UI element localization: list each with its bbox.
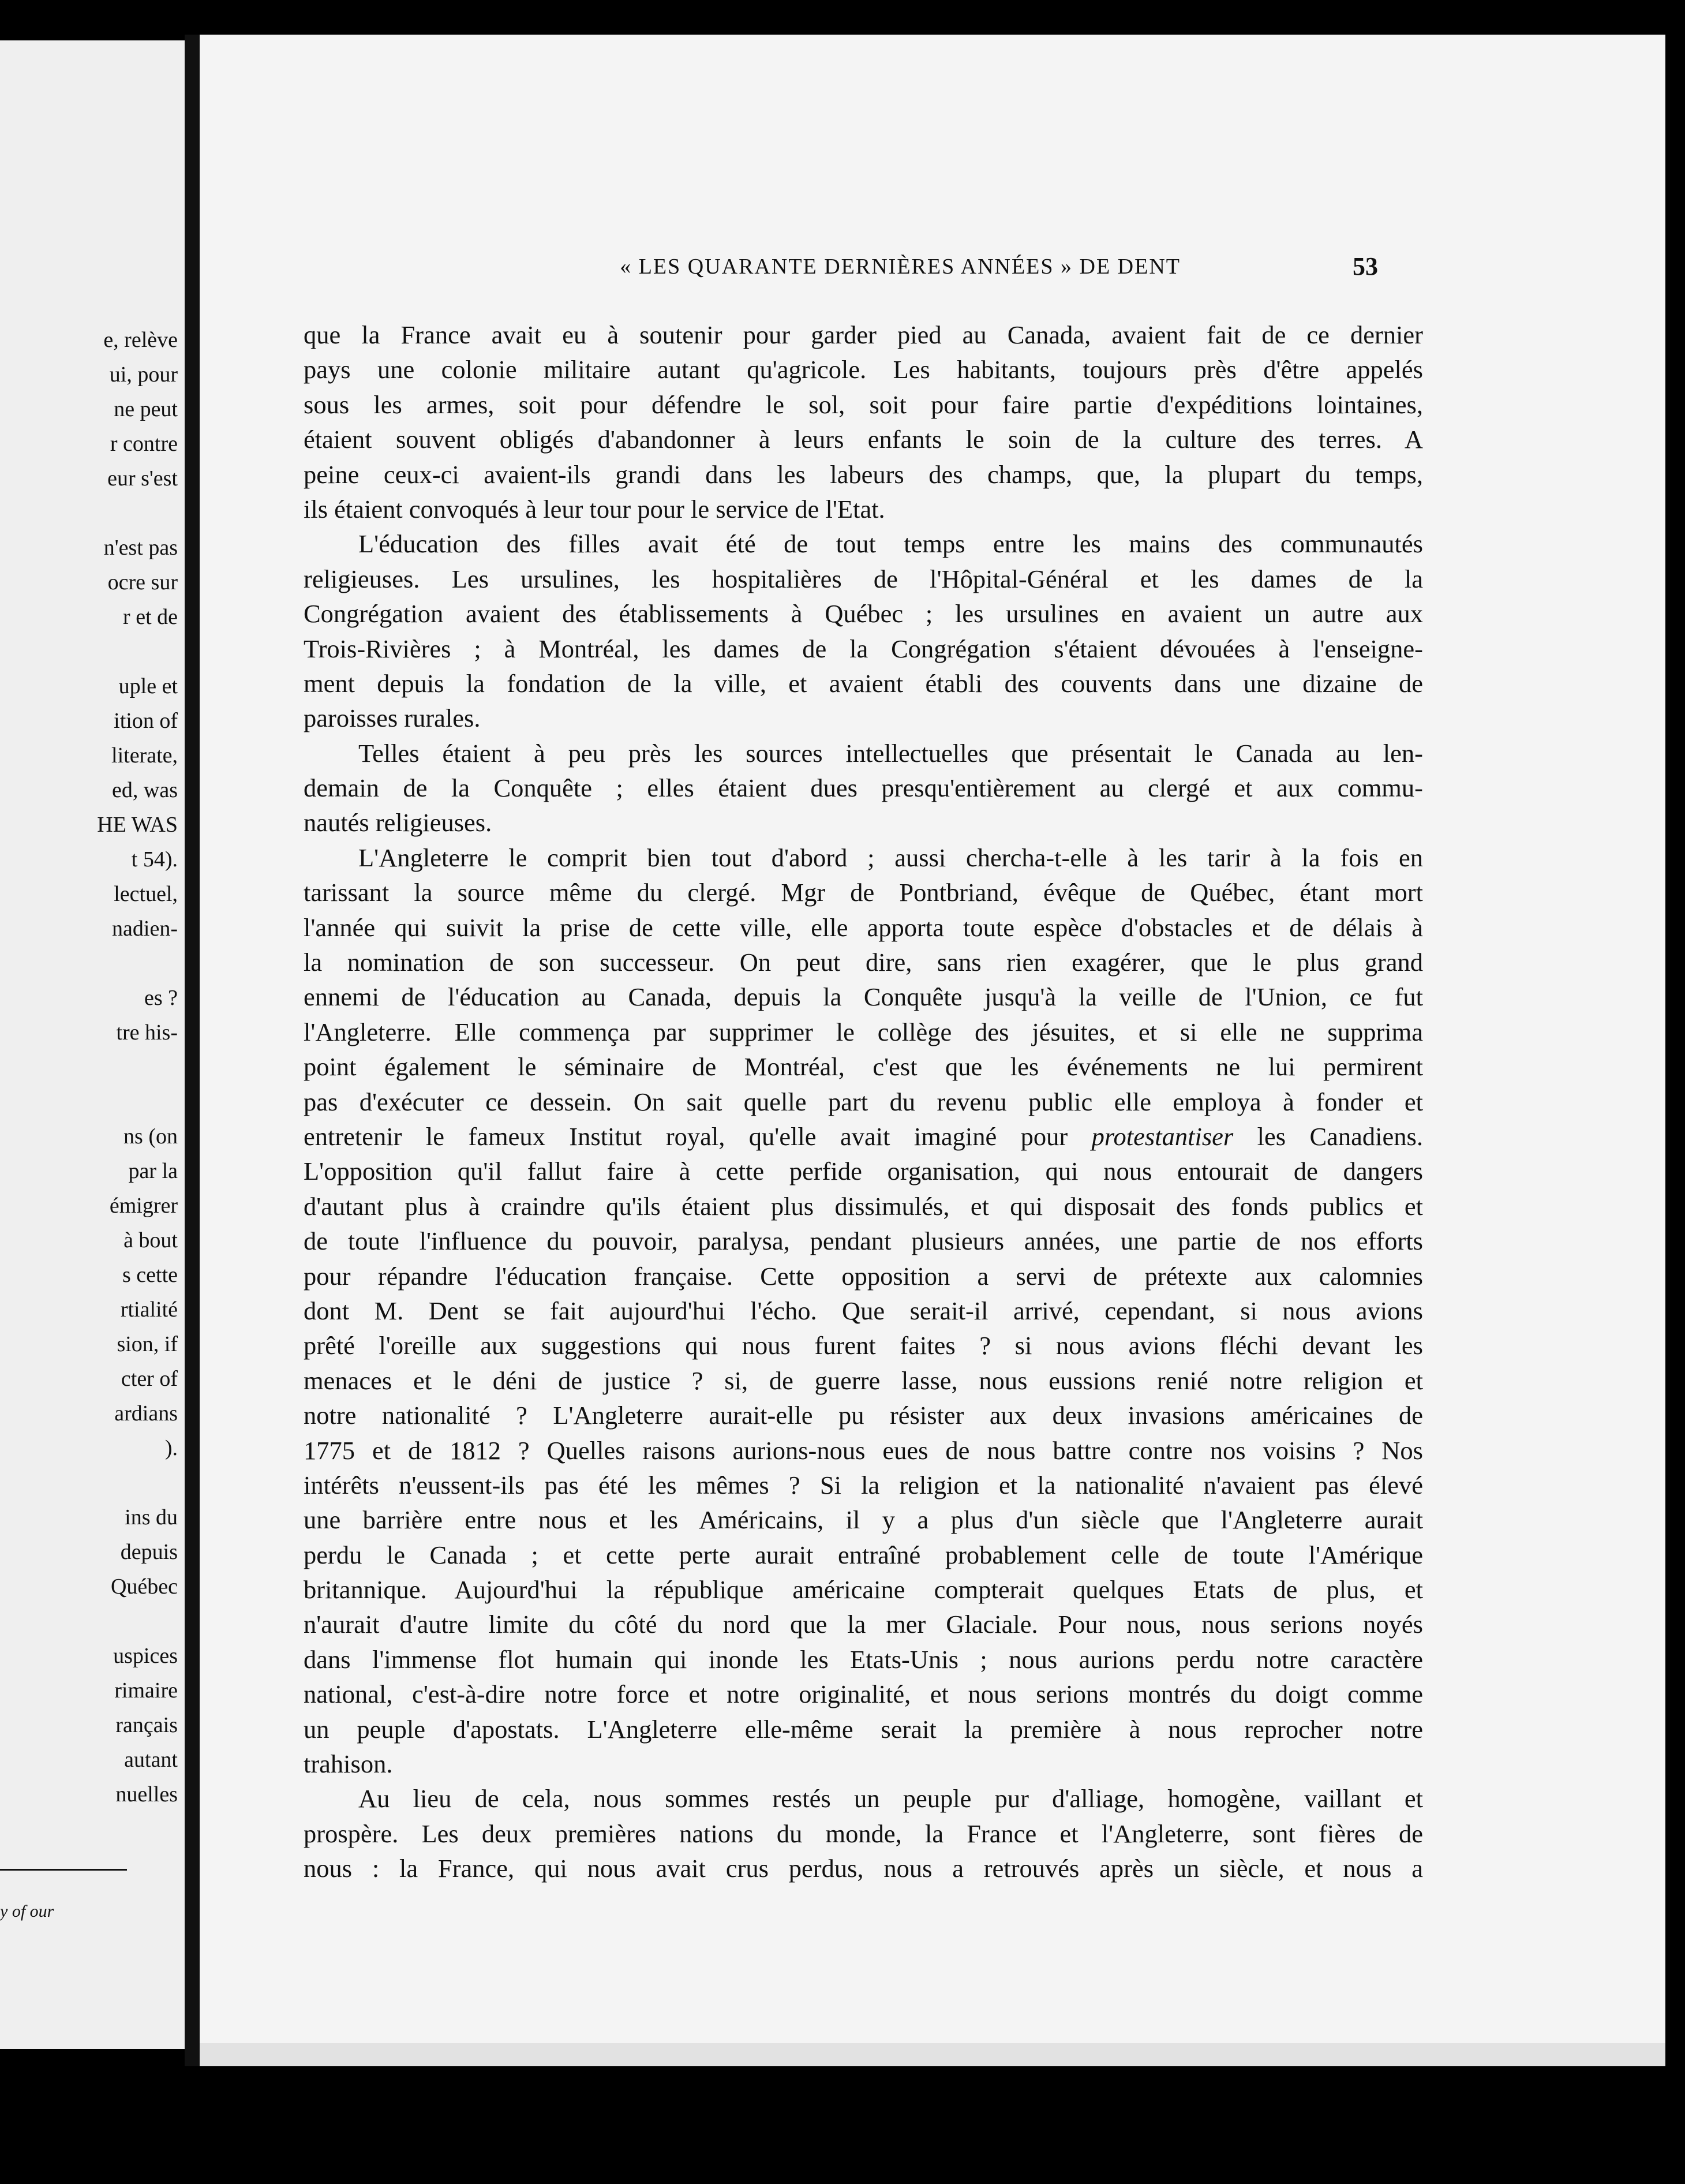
- body-line: 1775 et de 1812 ? Quelles raisons aurions-nous eues de nous battre contre nos voisins ? Nos: [304, 1435, 1423, 1465]
- left-fragment-line: HE WAS: [97, 813, 178, 837]
- body-line: ils étaient convoqués à leur tour pour le service de l'Etat.: [304, 494, 885, 523]
- body-line: l'Angleterre. Elle commença par supprimer le collège des jésuites, et si elle ne supprima: [304, 1017, 1423, 1046]
- left-fragment-line: depuis: [120, 1540, 178, 1564]
- left-footnote-fragment: y of our: [0, 1902, 54, 1921]
- left-fragment-line: ui, pour: [109, 362, 178, 387]
- body-line: Trois-Rivières ; à Montréal, les dames de la Congrégation s'étaient dévouées à l'enseigne-: [304, 634, 1423, 663]
- left-fragment-line: ition of: [114, 709, 178, 733]
- page-number: 53: [1353, 252, 1378, 281]
- left-fragment-line: uple et: [118, 674, 178, 698]
- left-fragment-line: s cette: [122, 1263, 178, 1287]
- left-fragment-line: autant: [124, 1748, 178, 1772]
- body-line: étaient souvent obligés d'abandonner à leurs enfants le soin de la culture des terres. A: [304, 425, 1423, 454]
- left-fragment-line: Québec: [110, 1575, 178, 1599]
- body-line: ennemi de l'éducation au Canada, depuis la Conquête jusqu'à la veille de l'Union, ce fut: [304, 982, 1423, 1012]
- body-line: l'année qui suivit la prise de cette ville, elle apporta toute espèce d'obstacles et de délais à: [304, 913, 1423, 942]
- body-line: tarissant la source même du clergé. Mgr de Pontbriand, évêque de Québec, étant mort: [304, 878, 1423, 907]
- body-line: national, c'est-à-dire notre force et notre originalité, et nous serions montrés du doigt comme: [304, 1680, 1423, 1709]
- body-line: paroisses rurales.: [304, 704, 481, 733]
- body-line: entretenir le fameux Institut royal, qu'elle avait imaginé pour protestantiser les Canadiens.: [304, 1121, 1423, 1151]
- left-fragment-line: eur s'est: [107, 466, 178, 491]
- body-line: prospère. Les deux premières nations du monde, la France et l'Angleterre, sont fières de: [304, 1819, 1423, 1848]
- left-fragment-line: ne peut: [114, 397, 178, 421]
- body-line: demain de la Conquête ; elles étaient dues presqu'entièrement au clergé et aux commu-: [304, 773, 1423, 803]
- body-line: nautés religieuses.: [304, 808, 492, 837]
- body-line: religieuses. Les ursulines, les hospitalières de l'Hôpital-Général et les dames de la: [304, 564, 1423, 593]
- body-line: menaces et le déni de justice ? si, de guerre lasse, nous eussions renié notre religion et: [304, 1366, 1423, 1395]
- body-line: L'opposition qu'il fallut faire à cette perfide organisation, qui nous entourait de dangers: [304, 1157, 1423, 1186]
- right-page: [200, 35, 1665, 2066]
- footnote-rule: [0, 1869, 127, 1871]
- left-fragment-line: r contre: [110, 432, 178, 456]
- left-fragment-line: nuelles: [115, 1782, 178, 1807]
- body-line: une barrière entre nous et les Américains, il y a plus d'un siècle que l'Angleterre aurait: [304, 1505, 1423, 1535]
- body-line: dans l'immense flot humain qui inonde les Etats-Unis ; nous aurions perdu notre caractère: [304, 1644, 1423, 1674]
- body-line: Au lieu de cela, nous sommes restés un peuple pur d'alliage, homogène, vaillant et: [358, 1784, 1423, 1813]
- left-fragment-line: tre his-: [116, 1020, 178, 1045]
- left-fragment-line: émigrer: [109, 1194, 178, 1218]
- body-line: Congrégation avaient des établissements à Québec ; les ursulines en avaient un autre aux: [304, 599, 1423, 629]
- left-fragment-line: literate,: [111, 743, 178, 768]
- body-line: perdu le Canada ; et cette perte aurait entraîné probablement celle de toute l'Amérique: [304, 1540, 1423, 1569]
- body-line: ment depuis la fondation de la ville, et avaient établi des couvents dans une dizaine de: [304, 668, 1423, 698]
- body-line: britannique. Aujourd'hui la république américaine compterait quelques Etats de plus, et: [304, 1575, 1423, 1605]
- left-fragment-line: cter of: [121, 1367, 178, 1391]
- body-line: dont M. Dent se fait aujourd'hui l'écho. Que serait-il arrivé, cependant, si nous avions: [304, 1296, 1423, 1325]
- left-fragment-line: ).: [164, 1436, 178, 1460]
- left-fragment-line: n'est pas: [103, 536, 178, 560]
- left-fragment-line: rançais: [115, 1713, 178, 1737]
- left-fragment-line: ocre sur: [107, 570, 178, 594]
- body-line: pour répandre l'éducation française. Cette opposition a servi de prétexte aux calomnies: [304, 1261, 1423, 1291]
- left-fragment-line: nadien-: [112, 917, 178, 941]
- left-fragment-line: e, relève: [103, 328, 178, 352]
- left-page-margin: [0, 40, 185, 2049]
- left-fragment-line: ardians: [114, 1401, 178, 1426]
- left-fragment-line: par la: [128, 1159, 178, 1183]
- body-line: L'éducation des filles avait été de tout temps entre les mains des communautés: [358, 529, 1423, 559]
- body-line: nous : la France, qui nous avait crus perdus, nous a retrouvés après un siècle, et nous a: [304, 1854, 1423, 1883]
- body-line: peine ceux-ci avaient-ils grandi dans les labeurs des champs, que, la plupart du temps,: [304, 459, 1423, 489]
- body-line: Telles étaient à peu près les sources intellectuelles que présentait le Canada au len-: [358, 738, 1423, 768]
- body-line: intérêts n'eussent-ils pas été les mêmes ? Si la religion et la nationalité n'avaient pas élevé: [304, 1470, 1423, 1499]
- left-fragment-line: ns (on: [123, 1124, 178, 1149]
- book-gutter: [185, 35, 200, 2066]
- body-line: que la France avait eu à soutenir pour garder pied au Canada, avaient fait de ce dernier: [304, 320, 1423, 349]
- left-fragment-line: rimaire: [114, 1678, 178, 1703]
- left-fragment-line: ed, was: [112, 778, 178, 802]
- left-fragment-line: es ?: [144, 986, 178, 1010]
- body-line: de toute l'influence du pouvoir, paralysa, pendant plusieurs années, une partie de nos efforts: [304, 1226, 1423, 1256]
- left-fragment-line: r et de: [123, 605, 178, 629]
- body-line: prêté l'oreille aux suggestions qui nous furent faites ? si nous avions fléchi devant les: [304, 1331, 1423, 1360]
- body-line: notre nationalité ? L'Angleterre aurait-elle pu résister aux deux invasions américaines de: [304, 1401, 1423, 1430]
- page-bottom-edge: [200, 2043, 1665, 2066]
- body-line: sous les armes, soit pour défendre le sol, soit pour faire partie d'expéditions lointaines,: [304, 390, 1423, 419]
- body-line: d'autant plus à craindre qu'ils étaient plus dissimulés, et qui disposait des fonds publics et: [304, 1191, 1423, 1221]
- left-fragment-line: à bout: [123, 1228, 178, 1252]
- body-text: [304, 317, 1423, 1886]
- body-line: n'aurait d'autre limite du côté du nord que la mer Glaciale. Pour nous, nous serions noyés: [304, 1610, 1423, 1639]
- italic-word: protestantiser: [1091, 1121, 1234, 1151]
- body-line: point également le séminaire de Montréal, c'est que les événements ne lui permirent: [304, 1052, 1423, 1082]
- left-fragment-line: uspices: [113, 1644, 178, 1668]
- left-fragment-line: ins du: [125, 1505, 178, 1529]
- body-line: L'Angleterre le comprit bien tout d'abord ; aussi chercha-t-elle à les tarir à la fois en: [358, 843, 1423, 872]
- body-line: un peuple d'apostats. L'Angleterre elle-même serait la première à nous reprocher notre: [304, 1714, 1423, 1744]
- left-fragment-line: rtialité: [120, 1297, 178, 1322]
- left-fragment-line: t 54).: [131, 847, 178, 872]
- body-line: trahison.: [304, 1749, 393, 1779]
- left-fragment-line: sion, if: [117, 1332, 178, 1356]
- left-fragment-line: lectuel,: [114, 882, 178, 906]
- body-line: pas d'exécuter ce dessein. On sait quelle part du revenu public elle employa à fonder et: [304, 1087, 1423, 1116]
- running-head: « LES QUARANTE DERNIÈRES ANNÉES » DE DENT: [620, 255, 1181, 279]
- body-line: pays une colonie militaire autant qu'agricole. Les habitants, toujours près d'être appelés: [304, 355, 1423, 384]
- body-line: la nomination de son successeur. On peut dire, sans rien exagérer, que le plus grand: [304, 948, 1423, 977]
